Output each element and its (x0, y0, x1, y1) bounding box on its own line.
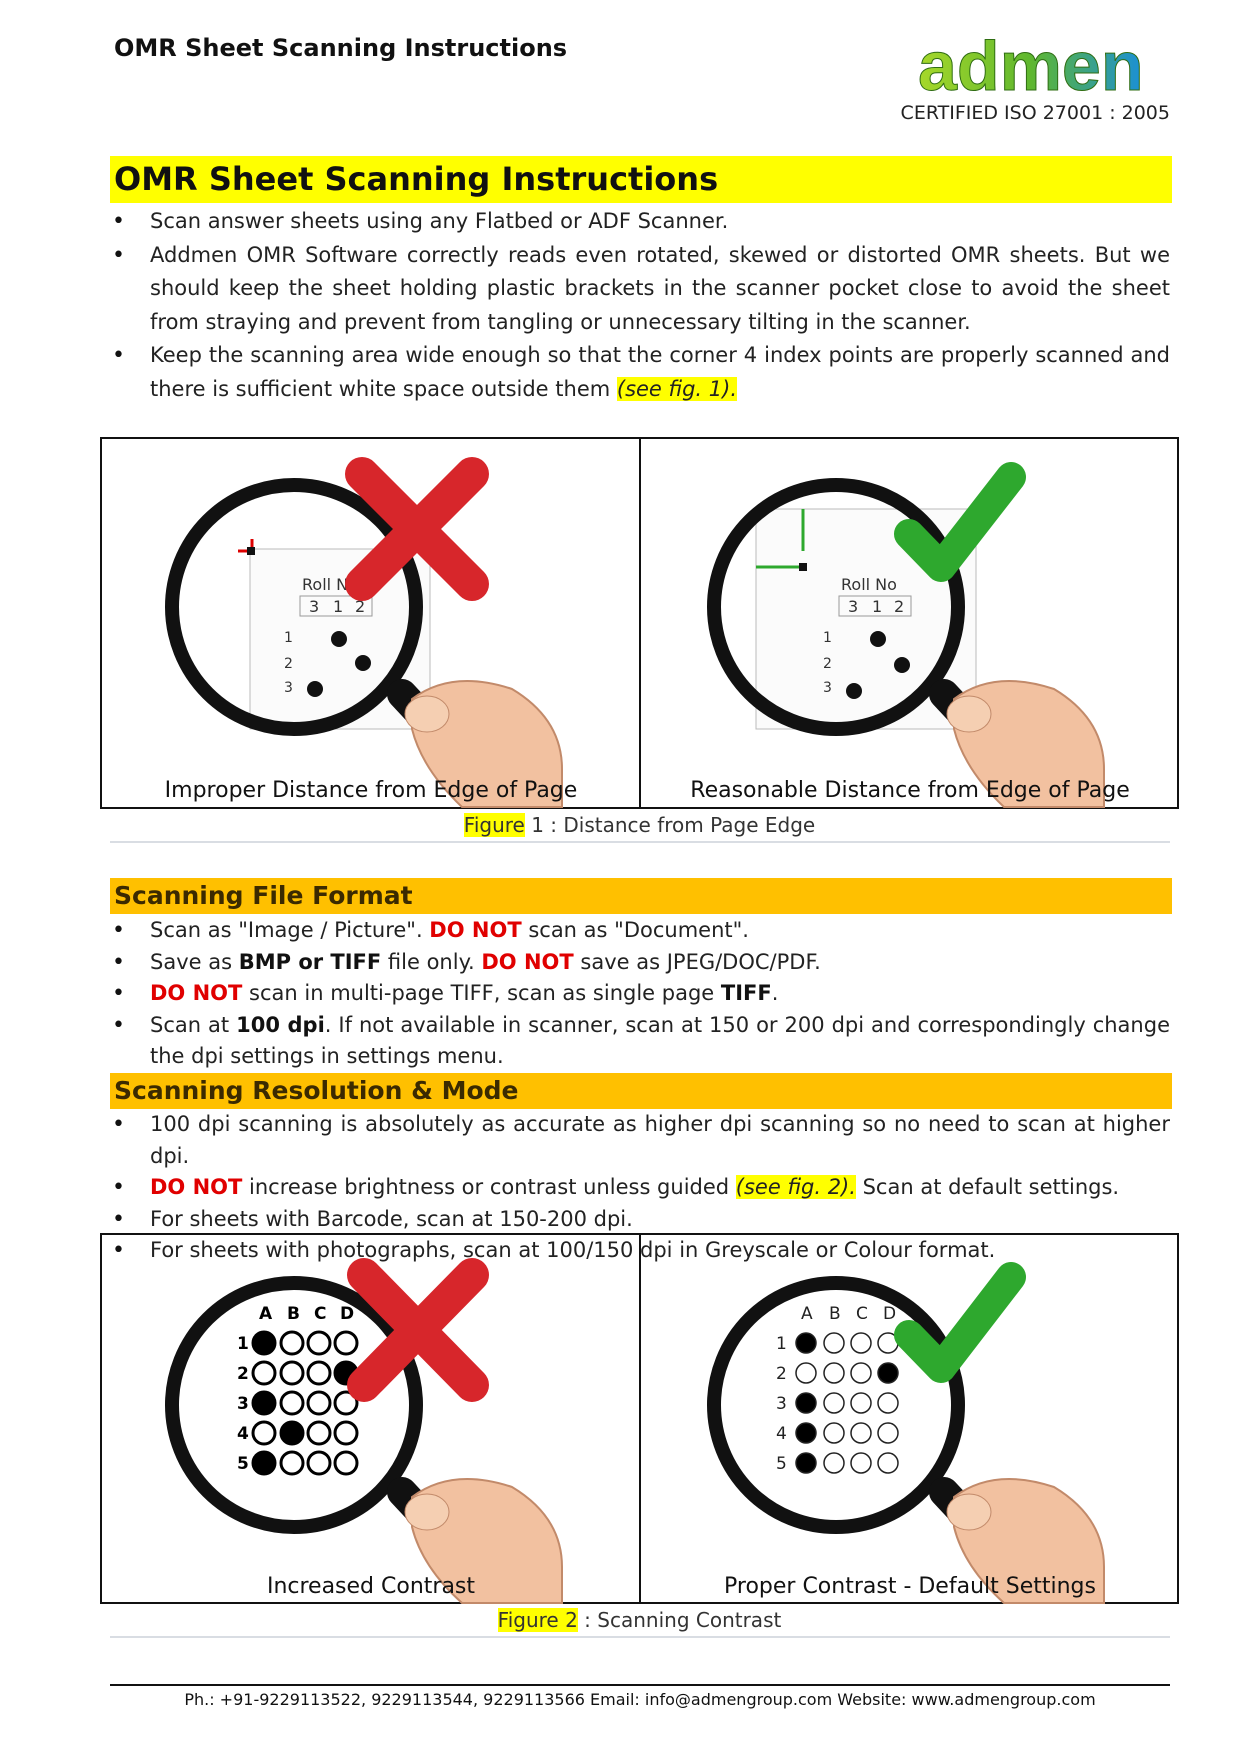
admen-logo (916, 32, 1166, 102)
list-item: • For sheets with Barcode, scan at 150-200 dpi. (110, 1204, 1170, 1236)
svg-text:C: C (314, 1304, 327, 1324)
figure-1-reasonable (639, 439, 1178, 807)
list-item: • Scan as "Image / Picture". DO NOT scan as "Document". (110, 915, 1170, 947)
magnifier-proper-contrast-illustration (641, 1235, 1179, 1606)
figure-2-increased-contrast (102, 1235, 639, 1602)
divider (110, 841, 1170, 843)
svg-text:2: 2 (355, 597, 366, 616)
svg-text:2: 2 (822, 656, 832, 672)
svg-text:1: 1 (333, 597, 344, 616)
list-item: • Scan answer sheets using any Flatbed or ADF Scanner. (110, 205, 1170, 239)
figure-1-improper (102, 439, 639, 807)
increased-contrast-caption: Increased Contrast (266, 1574, 476, 1599)
list-item: • Addmen OMR Software correctly reads even rotated, skewed or distorted OMR sheets. But we should keep the sheet holding plastic brackets in the scanner pocket close to avoid the sheet from straying and prevent from tangling or unnecessary tilting in the scanner. (110, 239, 1170, 340)
file-format-list (110, 915, 1170, 1073)
footer-contact: Ph.: +91-9229113522, 9229113544, 9229113566 Email: info@admengroup.com Website: www.admengroup.com (184, 1690, 1096, 1709)
magnifier-increased-contrast-illustration (102, 1235, 640, 1606)
figure-2-table (100, 1233, 1179, 1604)
svg-text:A: A (800, 1304, 813, 1324)
document-header-title: OMR Sheet Scanning Instructions (114, 34, 568, 62)
svg-text:2: 2 (284, 656, 293, 672)
svg-text:1: 1 (822, 630, 832, 646)
svg-text:3: 3 (237, 1394, 249, 1414)
svg-text:5: 5 (237, 1454, 249, 1474)
instructions-list (110, 205, 1170, 406)
logo-text: admen (918, 32, 1144, 102)
list-item: • Keep the scanning area wide enough so that the corner 4 index points are properly scanned and there is sufficient white space outside them (see fig. 1). (110, 339, 1170, 406)
figure-2-proper-contrast (639, 1235, 1178, 1602)
svg-text:5: 5 (775, 1454, 787, 1474)
svg-text:3: 3 (284, 680, 293, 696)
magnifier-improper-illustration (102, 439, 640, 811)
svg-text:D: D (882, 1304, 896, 1324)
svg-text:1: 1 (871, 597, 882, 616)
certification-label: CERTIFIED ISO 27001 : 2005 (900, 102, 1170, 124)
magnifier-reasonable-illustration (641, 439, 1179, 811)
svg-text:B: B (287, 1304, 300, 1324)
section-heading-resolution-mode: Scanning Resolution & Mode (110, 1073, 1172, 1109)
svg-text:1: 1 (237, 1334, 249, 1354)
svg-text:4: 4 (775, 1424, 787, 1444)
figure-1-table (100, 437, 1179, 809)
svg-text:D: D (340, 1304, 355, 1324)
svg-text:3: 3 (822, 680, 832, 696)
section-heading-instructions: OMR Sheet Scanning Instructions (110, 156, 1172, 203)
svg-text:1: 1 (284, 630, 293, 646)
svg-text:3: 3 (309, 597, 320, 616)
list-item: • Save as BMP or TIFF file only. DO NOT save as JPEG/DOC/PDF. (110, 947, 1170, 979)
svg-text:3: 3 (847, 597, 858, 616)
proper-contrast-caption: Proper Contrast - Default Settings (723, 1574, 1096, 1599)
figure-reference: (see fig. 2). (735, 1175, 856, 1199)
svg-text:A: A (259, 1304, 273, 1324)
svg-text:2: 2 (237, 1364, 249, 1384)
improper-distance-caption: Improper Distance from Edge of Page (164, 778, 578, 803)
svg-text:4: 4 (237, 1424, 249, 1444)
svg-text:C: C (855, 1304, 868, 1324)
roll-no-label: Roll No (840, 575, 897, 594)
svg-text:1: 1 (775, 1334, 787, 1354)
divider (110, 1636, 1170, 1638)
list-item: • Scan at 100 dpi. If not available in scanner, scan at 150 or 200 dpi and correspondingly change the dpi settings in settings menu. (110, 1010, 1170, 1073)
roll-no-label: Roll No (302, 575, 358, 594)
list-item: • DO NOT scan in multi-page TIFF, scan as single page TIFF. (110, 978, 1170, 1010)
section-heading-file-format: Scanning File Format (110, 878, 1172, 914)
svg-text:B: B (828, 1304, 841, 1324)
reasonable-distance-caption: Reasonable Distance from Edge of Page (689, 778, 1130, 803)
list-item: • 100 dpi scanning is absolutely as accurate as higher dpi scanning so no need to scan at higher dpi. (110, 1109, 1170, 1172)
figure-1-caption: Figure 1 : Distance from Page Edge (463, 813, 816, 837)
list-item: • For sheets with photographs, scan at 100/150 dpi in Greyscale or Colour format. (110, 1235, 1170, 1267)
svg-text:2: 2 (893, 597, 904, 616)
svg-text:2: 2 (775, 1364, 787, 1384)
figure-reference: (see fig. 1). (616, 376, 737, 401)
list-item: • DO NOT increase brightness or contrast unless guided (see fig. 2). Scan at default settings. (110, 1172, 1170, 1204)
figure-2-caption: Figure 2 : Scanning Contrast (497, 1608, 782, 1632)
svg-text:3: 3 (775, 1394, 787, 1414)
footer-rule (110, 1684, 1170, 1686)
